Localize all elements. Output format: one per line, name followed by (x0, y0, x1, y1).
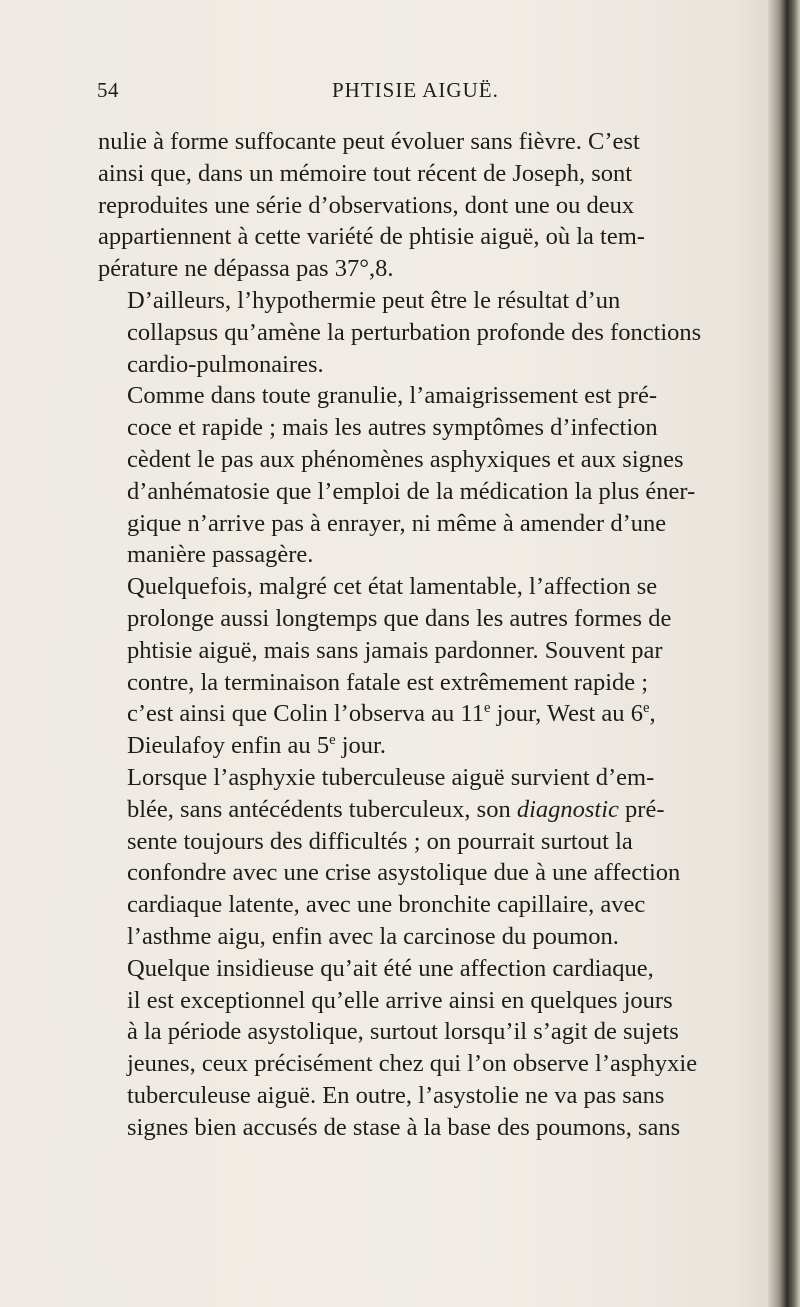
text-run: pré- (618, 795, 665, 823)
text-line: reproduites une série d’observations, dont une ou deux (98, 191, 635, 219)
text-line (98, 698, 738, 730)
page-header (97, 78, 737, 118)
text-line: confondre avec une crise asystolique due à une affection (127, 859, 681, 887)
text-line: phtisie aiguë, mais sans jamais pardonner. Souvent par (127, 636, 663, 664)
text-line: nulie à forme suffocante peut évoluer sans fièvre. C’est (98, 128, 640, 155)
text-line: ainsi que, dans un mémoire tout récent de Joseph, sont (98, 159, 633, 187)
text-line: il est exceptionnel qu’elle arrive ainsi en quelques jours (127, 986, 673, 1014)
text-line: tuberculeuse aiguë. En outre, l’asystolie ne va pas sans (127, 1081, 665, 1109)
text-line: gique n’arrive pas à enrayer, ni même à amender d’une (127, 509, 667, 537)
text-line: Comme dans toute granulie, l’amaigrissement est pré- (127, 382, 658, 410)
ordinal-suffix: e (642, 700, 650, 717)
text-line: jeunes, ceux précisément chez qui l’on observe l’asphyxie (127, 1050, 698, 1078)
text-run: jour, West au (490, 700, 631, 728)
italic-term: diagnostic (516, 795, 619, 823)
paragraph-4 (98, 571, 738, 762)
text-run: blée, sans antécédents tuberculeux, son (127, 795, 517, 823)
text-line: appartiennent à cette variété de phtisie aiguë, où la tem- (98, 223, 645, 251)
ordinal-suffix: e (483, 700, 491, 717)
body-text (98, 126, 738, 1144)
text-line: sente toujours des difficultés ; on pourrait surtout la (127, 827, 633, 855)
text-line (98, 730, 738, 762)
text-line: D’ailleurs, l’hypothermie peut être le résultat d’un (127, 286, 621, 314)
text-line (98, 794, 738, 826)
text-line: cardiaque latente, avec une bronchite capillaire, avec (127, 891, 646, 919)
text-line: d’anhématosie que l’emploi de la médication la plus éner- (127, 477, 696, 505)
paragraph-6 (98, 953, 738, 1144)
ordinal-number: 11 (460, 700, 484, 728)
text-line: prolonge aussi longtemps que dans les autres formes de (127, 604, 672, 632)
paragraph-1 (98, 126, 738, 285)
text-run: Dieulafoy enfin au (127, 732, 317, 760)
text-run: , (649, 700, 656, 728)
text-line: cardio-pulmonaires. (127, 350, 324, 378)
text-run: jour. (335, 732, 386, 760)
book-spine-shadow (768, 0, 800, 1307)
text-line: Quelquefois, malgré cet état lamentable, l’affection se (127, 573, 658, 601)
text-line: l’asthme aigu, enfin avec la carcinose du poumon. (127, 922, 619, 950)
paragraph-5 (98, 762, 738, 953)
page-number: 54 (97, 78, 119, 102)
running-title: PHTISIE AIGUË. (332, 78, 499, 102)
text-line: collapsus qu’amène la perturbation profonde des fonctions (127, 318, 702, 346)
text-line: signes bien accusés de stase à la base des poumons, sans (127, 1113, 681, 1141)
text-line: cèdent le pas aux phénomènes asphyxiques et aux signes (127, 445, 684, 473)
text-line: Quelque insidieuse qu’ait été une affection cardiaque, (127, 954, 654, 982)
text-run: c’est ainsi que Colin l’observa au (127, 700, 461, 728)
text-line: Lorsque l’asphyxie tuberculeuse aiguë survient d’em- (127, 763, 655, 791)
paragraph-2 (98, 285, 738, 380)
ordinal-number: 5 (316, 732, 330, 760)
text-line: contre, la terminaison fatale est extrêmement rapide ; (127, 668, 649, 696)
text-line: coce et rapide ; mais les autres symptômes d’infection (127, 414, 658, 442)
text-line: à la période asystolique, surtout lorsqu’il s’agit de sujets (127, 1018, 679, 1046)
text-line: manière passagère. (127, 541, 314, 569)
ordinal-number: 6 (630, 700, 643, 728)
ordinal-suffix: e (329, 731, 336, 748)
text-line: pérature ne dépassa pas 37°,8. (98, 255, 394, 283)
paragraph-3 (98, 380, 738, 571)
